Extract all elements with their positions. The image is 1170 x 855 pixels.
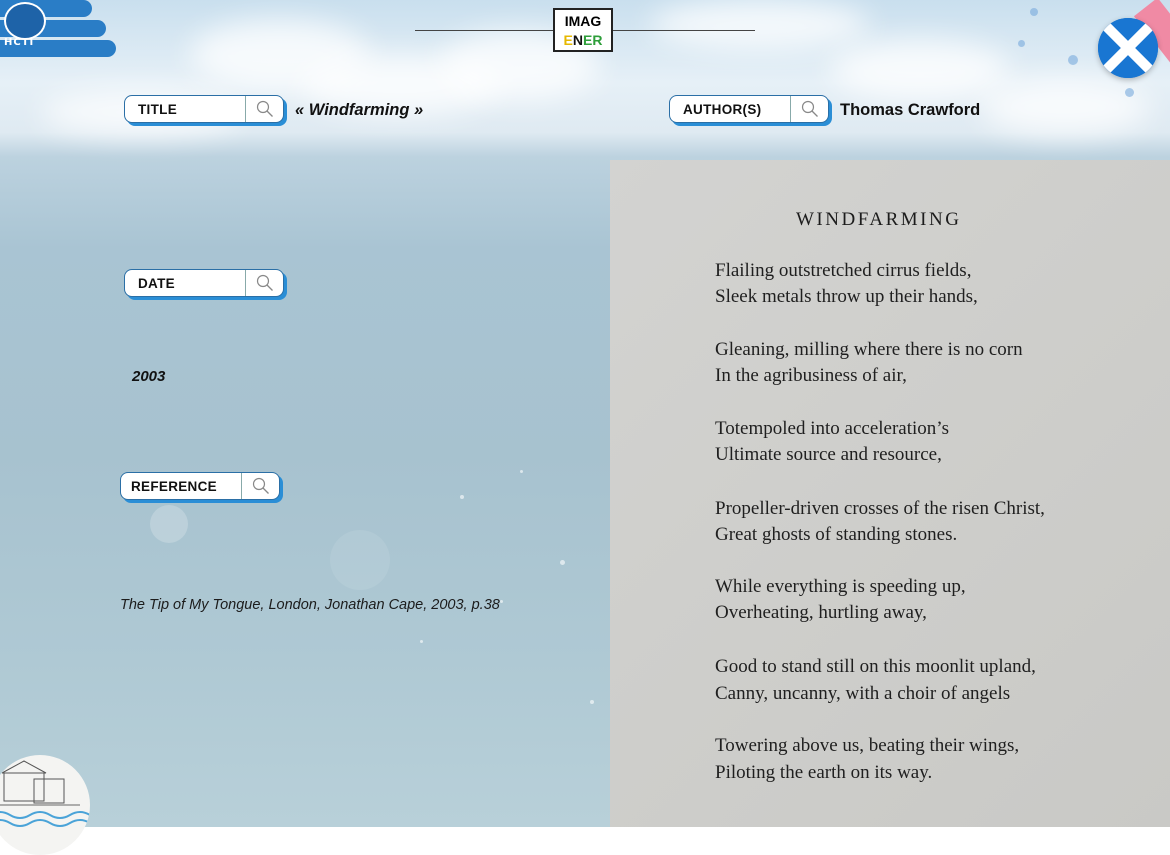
search-icon[interactable] xyxy=(790,96,828,122)
poem-line: While everything is speeding up, xyxy=(715,576,966,597)
poem-line: Ultimate source and resource, xyxy=(715,444,942,465)
poem-line: Towering above us, beating their wings, xyxy=(715,735,1020,756)
reference-label-box xyxy=(120,472,280,500)
logo-letter-n: N xyxy=(572,32,583,48)
logo-letter-e: E xyxy=(563,32,573,48)
poem-line: Totempoled into acceleration’s xyxy=(715,418,949,439)
date-label-box xyxy=(124,269,284,297)
scotland-flag-icon xyxy=(1098,18,1158,78)
village-illustration xyxy=(0,755,90,855)
date-value: 2003 xyxy=(132,368,166,385)
imagener-logo-line2 xyxy=(555,31,611,50)
logo-letter-r: R xyxy=(592,32,603,48)
search-icon[interactable] xyxy=(245,270,283,296)
title-label: TITLE xyxy=(138,101,177,117)
author-value: Thomas Crawford xyxy=(840,101,981,119)
imagener-logo xyxy=(553,8,613,52)
logo-letter-e2: E xyxy=(583,32,593,48)
poem-line: Overheating, hurtling away, xyxy=(715,602,927,623)
poem-line: Gleaning, milling where there is no corn xyxy=(715,339,1023,360)
author-label-box xyxy=(669,95,829,123)
poem-line: Piloting the earth on its way. xyxy=(715,762,933,783)
author-label: AUTHOR(S) xyxy=(683,101,762,117)
poem-line: Propeller-driven crosses of the risen Christ, xyxy=(715,498,1045,519)
poem-line: Good to stand still on this moonlit upland, xyxy=(715,656,1036,677)
search-icon[interactable] xyxy=(245,96,283,122)
reference-value: The Tip of My Tongue, London, Jonathan Cape, 2003, p.38 xyxy=(120,597,500,613)
poem-line: Sleek metals throw up their hands, xyxy=(715,286,978,307)
title-value: « Windfarming » xyxy=(295,101,424,119)
header-rule-right xyxy=(613,30,755,31)
hcti-logo-icon xyxy=(4,2,46,40)
imagener-logo-line1: IMAG xyxy=(564,13,602,29)
poem-line: In the agribusiness of air, xyxy=(715,365,907,386)
hcti-logo xyxy=(0,0,120,60)
reference-label: REFERENCE xyxy=(131,478,217,494)
poem-title: WINDFARMING xyxy=(796,209,962,230)
date-label: DATE xyxy=(138,275,175,291)
title-label-box xyxy=(124,95,284,123)
header-rule-left xyxy=(415,30,553,31)
hcti-logo-text: HCTI xyxy=(4,37,35,48)
poem-line: Canny, uncanny, with a choir of angels xyxy=(715,683,1011,704)
poem-line: Flailing outstretched cirrus fields, xyxy=(715,260,972,281)
poem-line: Great ghosts of standing stones. xyxy=(715,524,958,545)
search-icon[interactable] xyxy=(241,473,279,499)
